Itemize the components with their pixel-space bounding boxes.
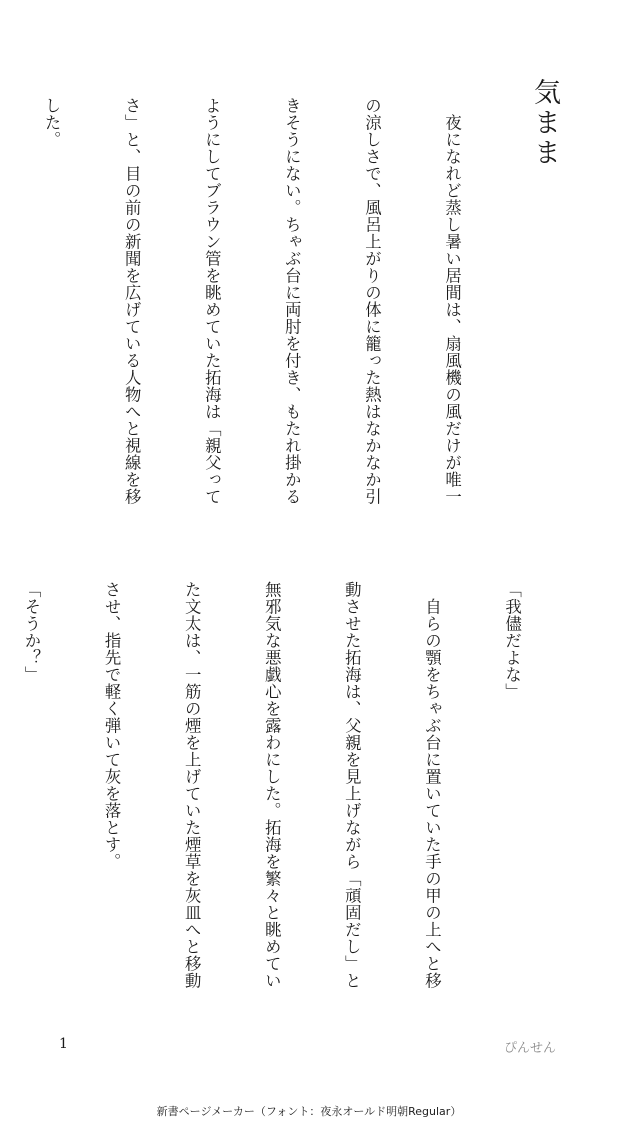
text-column: ようにしてブラウン管を眺めていた拓海は「親父って xyxy=(202,97,222,505)
text-column: の涼しさで、風呂上がりの体に籠った熱はなかなか引 xyxy=(362,97,382,505)
text-column: 無邪気な悪戯心を露わにした。拓海を繁々と眺めてい xyxy=(262,581,282,989)
page-number: 1 xyxy=(59,1036,68,1052)
text-column: した。 xyxy=(42,97,62,148)
text-block-bottom xyxy=(21,581,578,1021)
text-column: 「そうか？」 xyxy=(21,581,41,683)
text-column: 夜になれど蒸し暑い居間は、扇風機の風だけが唯一 xyxy=(442,97,462,505)
text-block-top xyxy=(42,97,518,517)
text-column: 動させた拓海は、父親を見上げながら「頑固だし」と xyxy=(342,581,362,989)
text-column: さ」と、目の前の新聞を広げている人物へと視線を移 xyxy=(122,97,142,505)
footer-credit: 新書ページメーカー（フォント：夜永オールド明朝Regular） xyxy=(156,1105,462,1118)
chapter-title: 気まま xyxy=(529,78,560,168)
text-column: きそうにない。ちゃぶ台に両肘を付き、もたれ掛かる xyxy=(282,97,302,505)
text-column: 自らの顎をちゃぶ台に置いていた手の甲の上へと移 xyxy=(422,581,442,989)
author-name: ぴんせん xyxy=(503,1041,556,1056)
text-column: させ、指先で軽く弾いて灰を落とす。 xyxy=(102,581,122,870)
text-column: た文太は、一筋の煙を上げていた煙草を灰皿へと移動 xyxy=(182,581,202,989)
text-column: 「我儘だよな」 xyxy=(502,581,522,700)
